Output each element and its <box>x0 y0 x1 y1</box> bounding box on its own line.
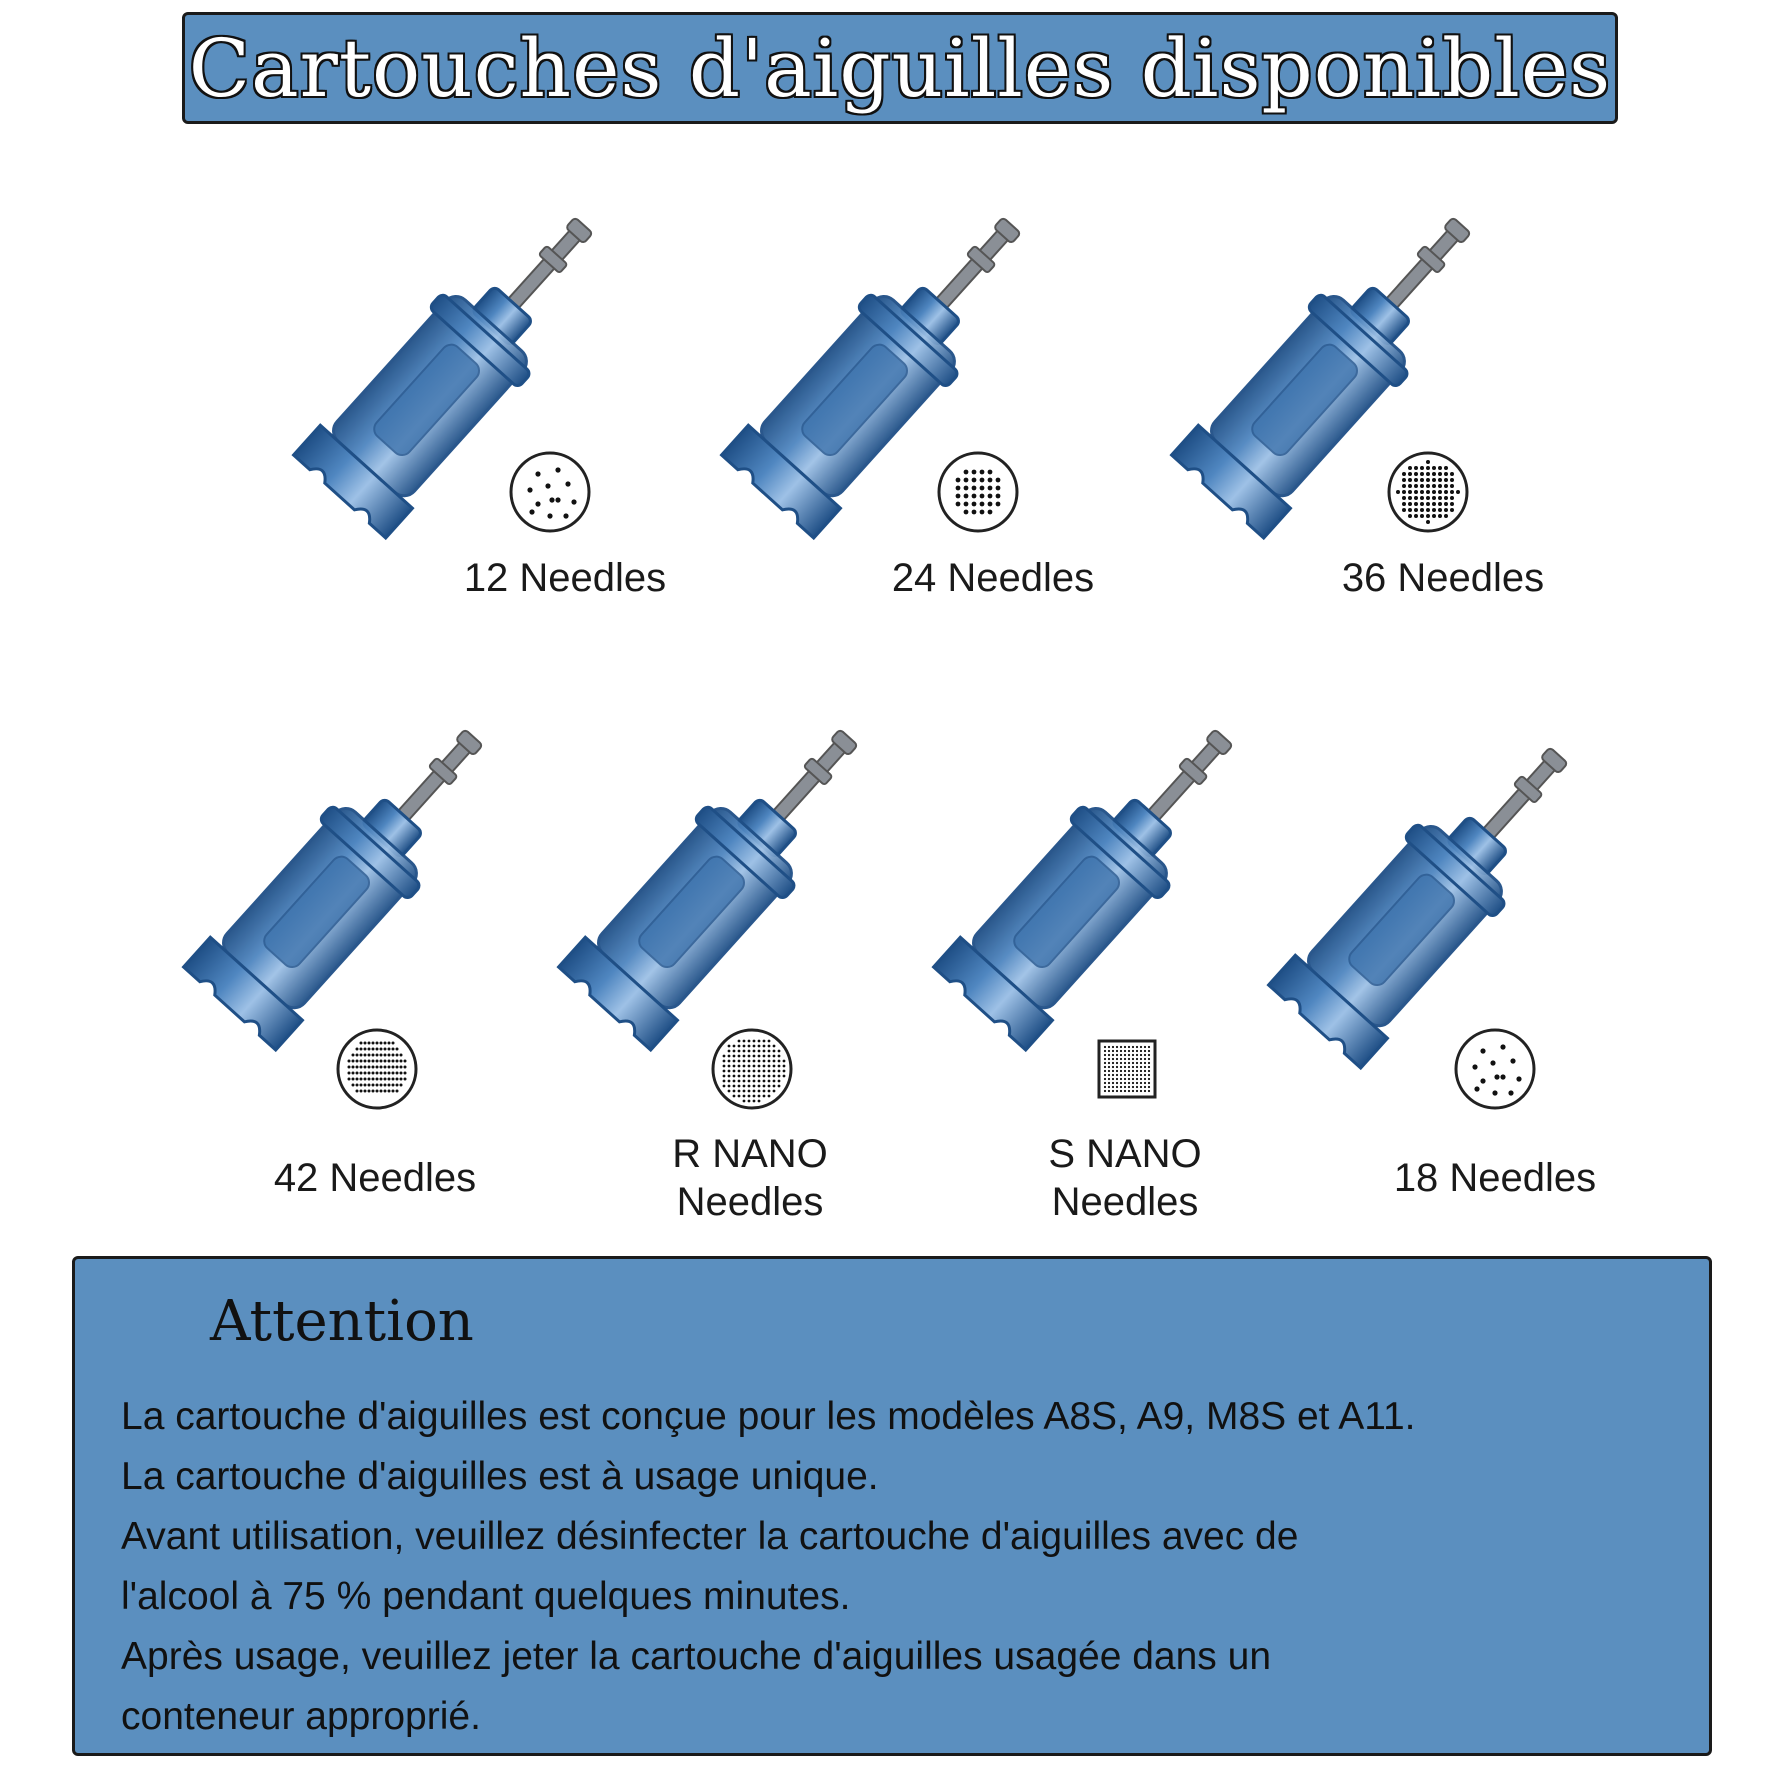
product-label-line: 36 Needles <box>1341 556 1545 600</box>
scattered-dots-circle-icon <box>1453 1027 1537 1111</box>
product-label <box>843 554 1143 602</box>
attention-line: conteneur approprié. <box>121 1695 481 1738</box>
product-label <box>415 554 715 602</box>
nano-dot-grid-square-icon <box>1095 1037 1159 1101</box>
product-label-line: R NANO <box>672 1132 828 1176</box>
product-label-line: 12 Needles <box>463 556 667 600</box>
dense-dot-grid-circle-icon <box>1386 450 1470 534</box>
product-label-line: Needles <box>1051 1180 1199 1224</box>
product-label <box>600 1130 900 1226</box>
attention-text <box>121 1387 1701 1747</box>
product-label-line: 18 Needles <box>1393 1156 1597 1200</box>
needle-cartridge-icon <box>290 170 650 570</box>
product-18-needles <box>1265 700 1625 1200</box>
attention-line: Après usage, veuillez jeter la cartouche d'aiguilles usagée dans un <box>121 1635 1272 1678</box>
attention-line: l'alcool à 75 % pendant quelques minutes. <box>121 1575 851 1618</box>
product-label <box>1345 1154 1645 1202</box>
scattered-dots-circle-icon <box>508 450 592 534</box>
dense-dot-rows-circle-icon <box>335 1027 419 1111</box>
nano-dot-grid-circle-icon <box>710 1027 794 1111</box>
page-title: Cartouches d'aiguilles disponibles <box>188 21 1612 115</box>
product-12-needles <box>290 170 667 600</box>
needle-cartridge-icon <box>180 682 540 1082</box>
needle-cartridge-icon <box>555 682 915 1082</box>
attention-box <box>72 1256 1712 1756</box>
product-24-needles <box>718 170 1095 600</box>
attention-line: Avant utilisation, veuillez désinfecter la cartouche d'aiguilles avec de <box>121 1515 1299 1558</box>
product-42-needles <box>180 682 540 1200</box>
product-label-line: 24 Needles <box>891 556 1095 600</box>
attention-title: Attention <box>210 1289 474 1354</box>
product-s-nano-needles <box>930 682 1290 1224</box>
title-banner <box>182 12 1618 124</box>
product-36-needles <box>1168 170 1545 600</box>
product-label <box>225 1154 525 1202</box>
needle-cartridge-icon <box>1168 170 1528 570</box>
dot-grid-circle-icon <box>936 450 1020 534</box>
product-label <box>1293 554 1593 602</box>
attention-line: La cartouche d'aiguilles est à usage unique. <box>121 1455 879 1498</box>
needle-cartridge-icon <box>718 170 1078 570</box>
needle-cartridge-icon <box>1265 700 1625 1100</box>
product-r-nano-needles <box>555 682 915 1224</box>
product-label <box>975 1130 1275 1226</box>
needle-cartridge-icon <box>930 682 1290 1082</box>
product-label-line: S NANO <box>1048 1132 1202 1176</box>
product-label-line: 42 Needles <box>273 1156 477 1200</box>
product-label-line: Needles <box>676 1180 824 1224</box>
attention-line: La cartouche d'aiguilles est conçue pour les modèles A8S, A9, M8S et A11. <box>121 1395 1416 1438</box>
